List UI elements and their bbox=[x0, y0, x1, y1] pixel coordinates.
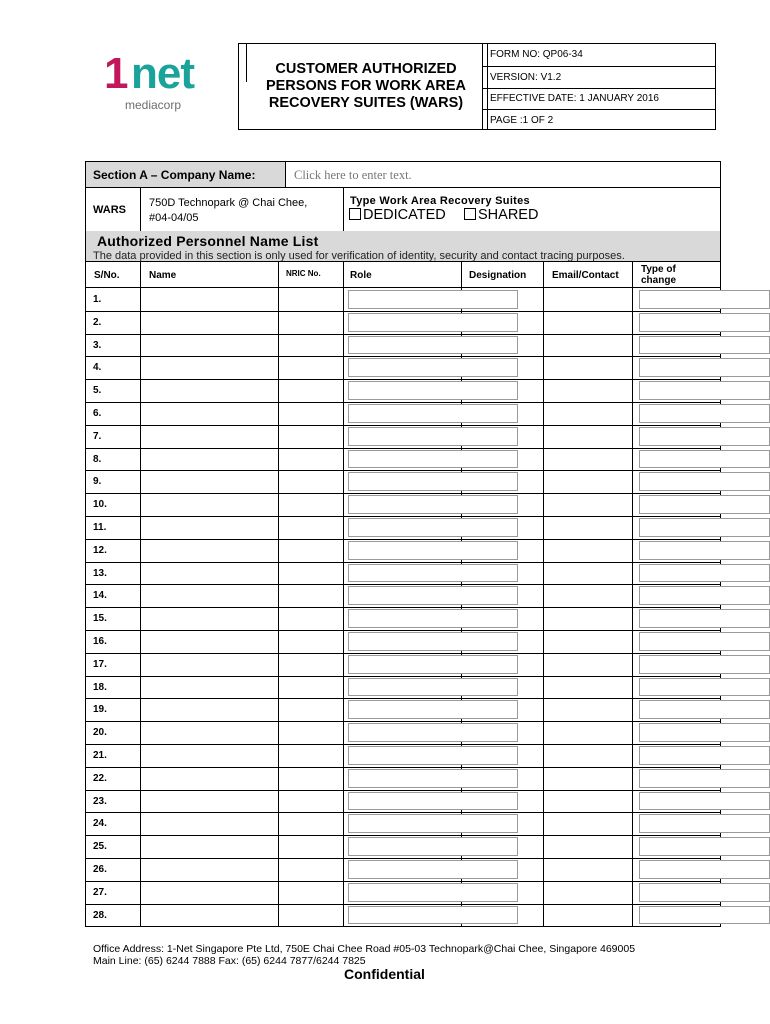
logo-mark-one: 1 bbox=[104, 49, 127, 98]
table-row bbox=[85, 516, 721, 517]
type-of-change-dropdown[interactable] bbox=[639, 404, 770, 423]
table-row bbox=[85, 356, 721, 357]
footer-address: Office Address: 1-Net Singapore Pte Ltd, 750E Chai Chee Road #05-03 Technopark@Chai Chee, Singapore 469005 bbox=[93, 943, 636, 955]
role-dropdown[interactable] bbox=[348, 678, 518, 697]
table-row bbox=[85, 311, 721, 312]
type-of-change-dropdown[interactable] bbox=[639, 769, 770, 788]
role-dropdown[interactable] bbox=[348, 906, 518, 925]
type-of-change-dropdown[interactable] bbox=[639, 837, 770, 856]
table-column-line bbox=[343, 262, 344, 926]
role-dropdown[interactable] bbox=[348, 472, 518, 491]
row-number: 13. bbox=[93, 567, 107, 579]
shared-checkbox[interactable] bbox=[464, 208, 476, 220]
dedicated-checkbox[interactable] bbox=[349, 208, 361, 220]
table-column-line bbox=[543, 262, 544, 926]
type-of-change-dropdown[interactable] bbox=[639, 541, 770, 560]
shared-label: SHARED bbox=[478, 207, 539, 223]
col-name: Name bbox=[149, 270, 177, 281]
type-of-change-dropdown[interactable] bbox=[639, 860, 770, 879]
role-dropdown[interactable] bbox=[348, 564, 518, 583]
table-row bbox=[85, 470, 721, 471]
row-number: 4. bbox=[93, 362, 102, 374]
table-row bbox=[85, 584, 721, 585]
role-dropdown[interactable] bbox=[348, 381, 518, 400]
table-row bbox=[85, 448, 721, 449]
address-line-1: 750D Technopark @ Chai Chee, bbox=[149, 197, 308, 209]
row-number: 19. bbox=[93, 704, 107, 716]
row-number: 14. bbox=[93, 590, 107, 602]
col-role: Role bbox=[350, 270, 372, 281]
type-of-change-dropdown[interactable] bbox=[639, 814, 770, 833]
row-number: 8. bbox=[93, 453, 102, 465]
form-title: CUSTOMER AUTHORIZED PERSONS FOR WORK AREA RECOVERY SUITES (WARS) bbox=[265, 61, 467, 111]
type-of-change-dropdown[interactable] bbox=[639, 678, 770, 697]
role-dropdown[interactable] bbox=[348, 814, 518, 833]
table-column-line bbox=[140, 262, 141, 926]
role-dropdown[interactable] bbox=[348, 313, 518, 332]
address-line-2: #04-04/05 bbox=[149, 212, 199, 224]
type-of-change-dropdown[interactable] bbox=[639, 700, 770, 719]
type-of-change-dropdown[interactable] bbox=[639, 655, 770, 674]
table-row bbox=[85, 493, 721, 494]
page-number: PAGE :1 OF 2 bbox=[483, 109, 715, 131]
row-number: 28. bbox=[93, 909, 107, 921]
role-dropdown[interactable] bbox=[348, 609, 518, 628]
option-dedicated[interactable] bbox=[349, 207, 446, 223]
row-number: 6. bbox=[93, 408, 102, 419]
table-header bbox=[85, 262, 721, 288]
logo-subtitle: mediacorp bbox=[125, 98, 182, 112]
table-row bbox=[85, 676, 721, 677]
type-of-change-dropdown[interactable] bbox=[639, 290, 770, 309]
type-of-change-dropdown[interactable] bbox=[639, 586, 770, 605]
type-of-change-dropdown[interactable] bbox=[639, 450, 770, 469]
row-number: 22. bbox=[93, 772, 107, 784]
wars-address bbox=[149, 196, 339, 226]
divider bbox=[343, 187, 344, 232]
type-of-change-dropdown[interactable] bbox=[639, 792, 770, 811]
personnel-title: Authorized Personnel Name List bbox=[97, 233, 319, 249]
type-of-change-dropdown[interactable] bbox=[639, 906, 770, 925]
table-row bbox=[85, 653, 721, 654]
role-dropdown[interactable] bbox=[348, 427, 518, 446]
table-row bbox=[85, 562, 721, 563]
type-of-change-dropdown[interactable] bbox=[639, 358, 770, 377]
table-row bbox=[85, 926, 721, 927]
effective-date: EFFECTIVE DATE: 1 JANUARY 2016 bbox=[483, 88, 715, 110]
type-of-change-dropdown[interactable] bbox=[639, 495, 770, 514]
table-row bbox=[85, 790, 721, 791]
row-number: 12. bbox=[93, 544, 107, 556]
type-of-change-dropdown[interactable] bbox=[639, 723, 770, 742]
table-row bbox=[85, 607, 721, 608]
table-row bbox=[85, 904, 721, 905]
table-row bbox=[85, 425, 721, 426]
table-row bbox=[85, 630, 721, 631]
role-dropdown[interactable] bbox=[348, 290, 518, 309]
row-number: 2. bbox=[93, 316, 102, 328]
form-version: VERSION: V1.2 bbox=[483, 66, 715, 88]
divider bbox=[140, 187, 141, 232]
table-row bbox=[85, 402, 721, 403]
role-dropdown[interactable] bbox=[348, 746, 518, 765]
dedicated-label: DEDICATED bbox=[363, 207, 446, 223]
row-number: 27. bbox=[93, 886, 107, 898]
col-type-of-change-line2: change bbox=[641, 275, 677, 286]
footer-phone: Main Line: (65) 6244 7888 Fax: (65) 6244 7877/6244 7825 bbox=[93, 955, 366, 967]
table-column-line bbox=[278, 262, 279, 926]
role-dropdown[interactable] bbox=[348, 358, 518, 377]
row-number: 15. bbox=[93, 613, 107, 625]
company-name-input[interactable]: Click here to enter text. bbox=[285, 161, 721, 188]
type-of-change-dropdown[interactable] bbox=[639, 632, 770, 651]
table-row bbox=[85, 767, 721, 768]
personnel-description: The data provided in this section is only used for verification of identity, security and contact tracing purposes. bbox=[93, 250, 625, 262]
table-row bbox=[85, 721, 721, 722]
role-dropdown[interactable] bbox=[348, 837, 518, 856]
type-of-change-dropdown[interactable] bbox=[639, 336, 770, 355]
role-dropdown[interactable] bbox=[348, 518, 518, 537]
form-meta-box bbox=[482, 43, 716, 130]
table-row bbox=[85, 334, 721, 335]
type-of-change-dropdown[interactable] bbox=[639, 518, 770, 537]
row-number: 25. bbox=[93, 841, 107, 853]
row-number: 17. bbox=[93, 658, 107, 670]
row-number: 10. bbox=[93, 499, 107, 511]
row-number: 21. bbox=[93, 750, 107, 761]
option-shared[interactable] bbox=[464, 207, 538, 223]
row-number: 7. bbox=[93, 430, 102, 442]
confidential-label: Confidential bbox=[344, 966, 425, 982]
company-name-label: Section A – Company Name: bbox=[93, 168, 256, 182]
role-dropdown[interactable] bbox=[348, 769, 518, 788]
role-dropdown[interactable] bbox=[348, 541, 518, 560]
row-number: 20. bbox=[93, 727, 107, 739]
row-number: 5. bbox=[93, 385, 102, 397]
role-dropdown[interactable] bbox=[348, 883, 518, 902]
col-email: Email/Contact bbox=[552, 270, 619, 281]
type-of-change-dropdown[interactable] bbox=[639, 313, 770, 332]
row-number: 11. bbox=[93, 522, 107, 533]
type-of-change-dropdown[interactable] bbox=[639, 883, 770, 902]
table-row bbox=[85, 698, 721, 699]
col-type-of-change bbox=[641, 264, 676, 286]
form-number: FORM NO: QP06-34 bbox=[490, 49, 583, 61]
type-of-change-dropdown[interactable] bbox=[639, 564, 770, 583]
type-of-change-dropdown[interactable] bbox=[639, 609, 770, 628]
role-dropdown[interactable] bbox=[348, 450, 518, 469]
row-number: 26. bbox=[93, 864, 107, 875]
table-row bbox=[85, 812, 721, 813]
col-type-of-change-line1: Type of bbox=[641, 264, 676, 275]
row-number: 24. bbox=[93, 818, 107, 830]
row-number: 18. bbox=[93, 681, 107, 693]
role-dropdown[interactable] bbox=[348, 586, 518, 605]
role-dropdown[interactable] bbox=[348, 700, 518, 719]
table-row bbox=[85, 835, 721, 836]
table-column-line bbox=[85, 262, 86, 926]
logo-mark-net: net bbox=[131, 49, 194, 98]
role-dropdown[interactable] bbox=[348, 632, 518, 651]
row-number: 16. bbox=[93, 636, 107, 647]
role-dropdown[interactable] bbox=[348, 495, 518, 514]
type-of-change-dropdown[interactable] bbox=[639, 427, 770, 446]
type-of-change-dropdown[interactable] bbox=[639, 472, 770, 491]
role-dropdown[interactable] bbox=[348, 792, 518, 811]
table-column-line bbox=[632, 262, 633, 926]
row-number: 9. bbox=[93, 476, 102, 488]
type-of-change-dropdown[interactable] bbox=[639, 381, 770, 400]
col-designation: Designation bbox=[469, 270, 527, 281]
type-of-change-dropdown[interactable] bbox=[639, 746, 770, 765]
row-number: 23. bbox=[93, 795, 107, 807]
wars-label: WARS bbox=[93, 204, 126, 216]
col-sno: S/No. bbox=[94, 270, 120, 281]
table-row bbox=[85, 858, 721, 859]
row-number: 1. bbox=[93, 294, 102, 305]
col-nric: NRIC No. bbox=[286, 269, 321, 278]
table-row bbox=[85, 744, 721, 745]
row-number: 3. bbox=[93, 339, 102, 351]
role-dropdown[interactable] bbox=[348, 860, 518, 879]
role-dropdown[interactable] bbox=[348, 655, 518, 674]
suite-type-label: Type Work Area Recovery Suites bbox=[350, 195, 530, 207]
table-row bbox=[85, 881, 721, 882]
role-dropdown[interactable] bbox=[348, 336, 518, 355]
table-row bbox=[85, 539, 721, 540]
role-dropdown[interactable] bbox=[348, 404, 518, 423]
table-row bbox=[85, 379, 721, 380]
role-dropdown[interactable] bbox=[348, 723, 518, 742]
